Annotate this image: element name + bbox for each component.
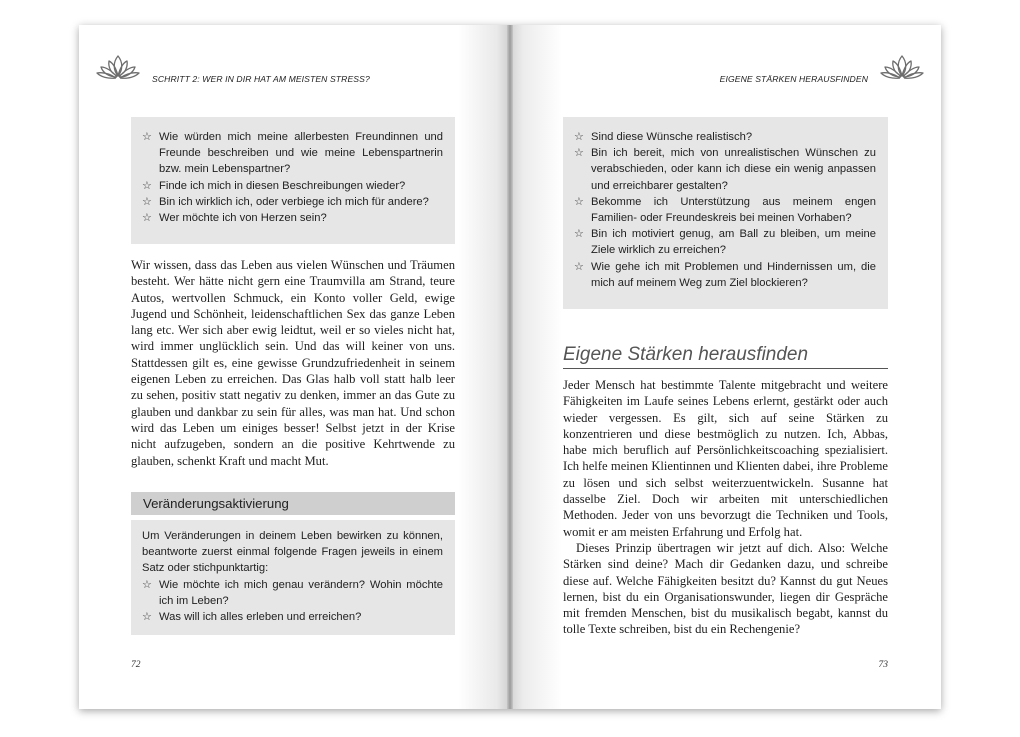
right-page bbox=[510, 25, 941, 709]
star-icon: ☆ bbox=[142, 212, 152, 225]
lotus-icon bbox=[879, 52, 925, 82]
box-intro: Um Veränderungen in deinem Leben bewirken zu können, beantworte zuerst einmal folgende Fragen jeweils in einem Satz oder stichpunktartig: bbox=[142, 530, 443, 575]
list-item: ☆ Was will ich alles erleben und erreichen? bbox=[142, 609, 443, 625]
list-item: ☆ Sind diese Wünsche realistisch? bbox=[574, 129, 876, 145]
page-number-right: 73 bbox=[878, 660, 888, 670]
question-box-top bbox=[131, 117, 455, 244]
list-item: ☆ Wie würden mich meine allerbesten Freundinnen und Freunde beschreiben und wie meine Lebenspartnerin bzw. mein Lebenspartner? bbox=[142, 131, 443, 176]
left-page bbox=[79, 25, 510, 709]
list-item: ☆ Wer möchte ich von Herzen sein? bbox=[142, 210, 443, 226]
running-head-right: EIGENE STÄRKEN HERAUSFINDEN bbox=[719, 74, 868, 84]
lotus-icon bbox=[95, 52, 141, 82]
open-book bbox=[79, 25, 941, 709]
page-number-left: 72 bbox=[131, 660, 141, 670]
list-item: ☆ Bin ich bereit, mich von unrealistischen Wünschen zu verabschieden, oder kann ich diese ein wenig anpassen und erreichbarer gestalten? bbox=[574, 147, 876, 192]
question-box-right bbox=[563, 117, 888, 309]
running-head-left: SCHRITT 2: WER IN DIR HAT AM MEISTEN STRESS? bbox=[152, 74, 370, 84]
star-icon: ☆ bbox=[142, 611, 152, 624]
star-icon: ☆ bbox=[574, 131, 584, 143]
star-icon: ☆ bbox=[574, 147, 584, 160]
star-icon: ☆ bbox=[142, 131, 152, 143]
book-gutter bbox=[507, 25, 513, 709]
star-icon: ☆ bbox=[574, 260, 584, 273]
question-box-bottom bbox=[131, 520, 455, 635]
list-item: ☆ Wie gehe ich mit Problemen und Hindernissen um, die mich auf meinem Weg zum Ziel blockieren? bbox=[574, 260, 876, 289]
body-paragraph-right: Jeder Mensch hat bestimmte Talente mitgebracht und weitere Fähigkeiten im Laufe seines Lebens erlernt, gestärkt oder auch wieder vergessen. Es gilt, sich auf seine Stärken zu konzentrieren und diese bestmöglich zu nutzen. Ich, Abbas, habe mich beruflich auf Persönlichkeitscoaching spezialisiert. Ich helfe meinen Klientinnen und Klienten dabei, ihre Probleme zu lösen und sich selbst weiterzuentwickeln. Susanne hat dasselbe Ziel. Doch wir arbeiten mit unterschiedlichen Methoden. Jeder von uns bevorzugt die Techniken und Tools, womit er am meisten Erfahrung und Erfolg hat. Dieses Prinzip übertragen wir jetzt auf dich. Also: Welche Stärken sind deine? Mach dir Gedanken dazu, und schreibe diese auf. Welche Fähigkeiten besitzt du? Kannst du gut Neues lernen, bist du ein Organisationswunder, liegen dir Gespräche mit fremden Menschen, bist du musikalisch begabt, kannst du tolle Texte schreiben, bist du ein Rechengenie? bbox=[563, 378, 888, 637]
list-item: ☆ Bin ich motiviert genug, am Ball zu bleiben, um meine Ziele wirklich zu erreichen? bbox=[574, 228, 876, 257]
list-item: ☆ Finde ich mich in diesen Beschreibungen wieder? bbox=[142, 178, 443, 194]
star-icon: ☆ bbox=[142, 195, 152, 208]
star-icon: ☆ bbox=[574, 228, 584, 241]
body-paragraph-left: Wir wissen, dass das Leben aus vielen Wünschen und Träumen besteht. Wer hätte nicht gern eine Traumvilla am Strand, teure Autos, wertvollen Schmuck, ein Konto voller Geld, ewige Jugend und Schönheit, leidenschaftlichen Sex das ganze Leben lang etc. Wer sich aber ewig leidtut, weil er so vieles nicht hat, wird immer unglücklich sein. Und das will keiner von uns. Stattdessen gilt es, eine gewisse Grundzufriedenheit in seinem eigenen Leben zu erreichen. Das Glas halb voll statt halb leer zu sehen, positiv statt negativ zu denken, immer an das Gute zu glauben und dankbar zu sein für alles, was man hat. Und schon wird das Leben um einiges besser! Selbst jetzt in der Krise nicht aufzugeben, sondern an die positive Kehrtwende zu glauben, schenkt Kraft und macht Mut. bbox=[131, 258, 455, 468]
star-icon: ☆ bbox=[142, 179, 152, 192]
chapter-heading: Eigene Stärken herausfinden bbox=[563, 342, 888, 369]
star-icon: ☆ bbox=[142, 578, 152, 591]
section-title-bar: Veränderungsaktivierung bbox=[131, 492, 455, 515]
list-item: ☆ Wie möchte ich mich genau verändern? Wohin möchte ich im Leben? bbox=[142, 578, 443, 607]
list-item: ☆ Bin ich wirklich ich, oder verbiege ich mich für andere? bbox=[142, 194, 443, 210]
list-item: ☆ Bekomme ich Unterstützung aus meinem engen Familien- oder Freundeskreis bei meinen Vorhaben? bbox=[574, 195, 876, 225]
star-icon: ☆ bbox=[574, 195, 584, 208]
